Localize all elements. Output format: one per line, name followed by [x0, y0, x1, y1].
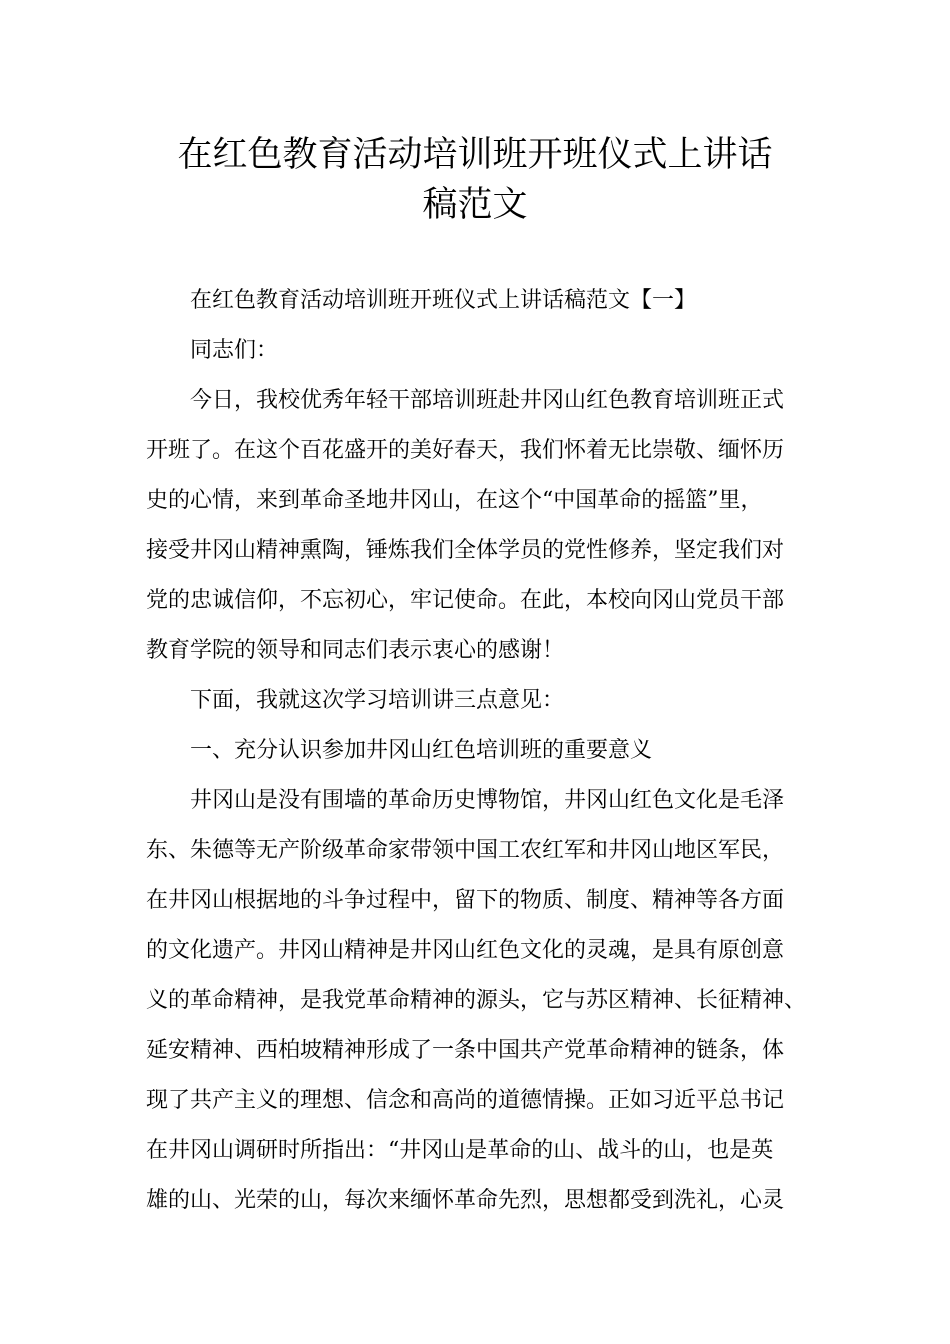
paragraph-3-line-3: 在井冈山根据地的斗争过程中，留下的物质、制度、精神等各方面	[146, 888, 785, 913]
paragraph-1-line-3: 史的心情，来到革命圣地井冈山，在这个“中国革命的摇篮”里，	[146, 488, 763, 513]
paragraph-1-line-6: 教育学院的领导和同志们表示衷心的感谢！	[146, 638, 565, 663]
paragraph-1-line-1: 今日，我校优秀年轻干部培训班赴井冈山红色教育培训班正式	[190, 388, 785, 413]
paragraph-3-line-4: 的文化遗产。井冈山精神是井冈山红色文化的灵魂，是具有原创意	[146, 938, 785, 963]
paragraph-3-line-1: 井冈山是没有围墙的革命历史博物馆，井冈山红色文化是毛泽	[190, 788, 785, 813]
paragraph-3-line-7: 现了共产主义的理想、信念和高尚的道德情操。正如习近平总书记	[146, 1088, 785, 1113]
paragraph-1-line-4: 接受井冈山精神熏陶，锤炼我们全体学员的党性修养，坚定我们对	[146, 538, 785, 563]
section-heading-one: 在红色教育活动培训班开班仪式上讲话稿范文【一】	[190, 288, 697, 313]
paragraph-3-line-5: 义的革命精神，是我党革命精神的源头，它与苏区精神、长征精神、	[146, 988, 807, 1013]
salutation: 同志们：	[190, 338, 279, 363]
paragraph-1-line-2: 开班了。在这个百花盛开的美好春天，我们怀着无比崇敬、缅怀历	[146, 438, 785, 463]
paragraph-3-line-8: 在井冈山调研时所指出：“井冈山是革命的山、战斗的山，也是英	[146, 1138, 774, 1163]
paragraph-1-line-5: 党的忠诚信仰，不忘初心，牢记使命。在此，本校向冈山党员干部	[146, 588, 785, 613]
section-heading-point-one: 一、充分认识参加井冈山红色培训班的重要意义	[190, 738, 653, 763]
document-title-line-1: 在红色教育活动培训班开班仪式上讲话	[177, 135, 773, 175]
paragraph-2-line-1: 下面，我就这次学习培训讲三点意见：	[190, 688, 565, 713]
document-title-line-2: 稿范文	[422, 185, 528, 225]
paragraph-3-line-6: 延安精神、西柏坡精神形成了一条中国共产党革命精神的链条，体	[146, 1038, 785, 1063]
paragraph-3-line-2: 东、朱德等无产阶级革命家带领中国工农红军和井冈山地区军民，	[146, 838, 785, 863]
paragraph-3-line-9: 雄的山、光荣的山，每次来缅怀革命先烈，思想都受到洗礼，心灵	[146, 1188, 785, 1213]
